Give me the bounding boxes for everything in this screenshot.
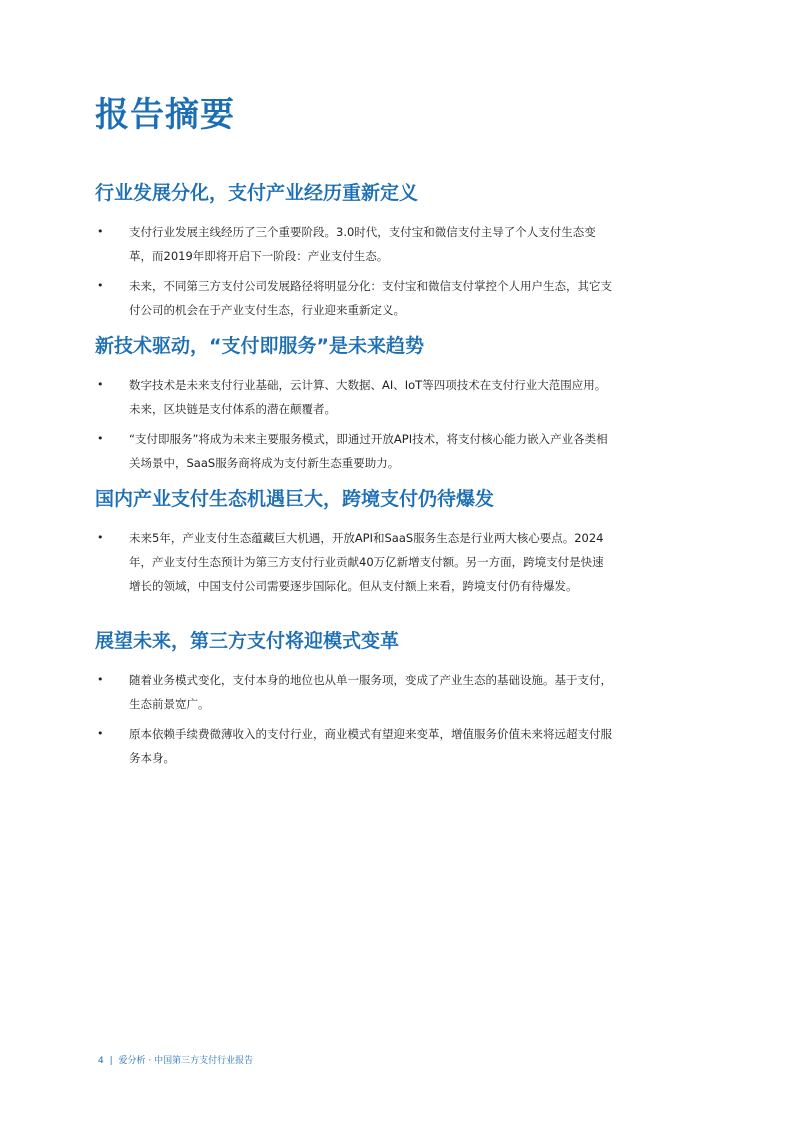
footer-separator: | bbox=[109, 1056, 113, 1066]
bullet-icon: • bbox=[97, 673, 104, 686]
bullet-text: 未来，不同第三方支付公司发展路径将明显分化：支付宝和微信支付掌控个人用户生态，其它支付公司的机会在于产业支付生态，行业迎来重新定义。 bbox=[129, 279, 612, 317]
bullet-list bbox=[95, 526, 615, 598]
list-item bbox=[95, 722, 615, 770]
bullet-icon: • bbox=[97, 378, 104, 391]
section-heading: 展望未来，第三方支付将迎模式变革 bbox=[95, 630, 400, 652]
bullet-icon: • bbox=[97, 531, 104, 544]
bullet-text: 数字技术是未来支付行业基础，云计算、大数据、AI、IoT等四项技术在支付行业大范围应用。未来，区块链是支付体系的潜在颠覆者。 bbox=[129, 378, 607, 416]
bullet-text: 随着业务模式变化，支付本身的地位也从单一服务项，变成了产业生态的基础设施。基于支付，生态前景宽广。 bbox=[129, 673, 612, 711]
bullet-list bbox=[95, 668, 615, 770]
section-industry-differentiation bbox=[95, 180, 615, 328]
page-footer bbox=[98, 1054, 253, 1068]
bullet-icon: • bbox=[97, 279, 104, 292]
list-item bbox=[95, 526, 615, 598]
list-item bbox=[95, 668, 615, 716]
section-heading: 新技术驱动，“支付即服务”是未来趋势 bbox=[95, 335, 424, 357]
bullet-icon: • bbox=[97, 432, 104, 445]
list-item bbox=[95, 427, 615, 475]
bullet-list bbox=[95, 220, 615, 322]
page-number: 4 bbox=[98, 1056, 104, 1066]
page-title: 报告摘要 bbox=[95, 95, 235, 135]
section-heading: 行业发展分化，支付产业经历重新定义 bbox=[95, 182, 419, 204]
bullet-text: 支付行业发展主线经历了三个重要阶段。3.0时代，支付宝和微信支付主导了个人支付生态变革，而2019年即将开启下一阶段：产业支付生态。 bbox=[129, 225, 596, 263]
section-domestic-opportunity bbox=[95, 486, 615, 604]
bullet-list bbox=[95, 373, 615, 475]
footer-report-title: 爱分析 · 中国第三方支付行业报告 bbox=[118, 1056, 254, 1066]
list-item bbox=[95, 373, 615, 421]
list-item bbox=[95, 274, 615, 322]
bullet-icon: • bbox=[97, 225, 104, 238]
bullet-text: “支付即服务”将成为未来主要服务模式，即通过开放API技术，将支付核心能力嵌入产业各类相关场景中，SaaS服务商将成为支付新生态重要助力。 bbox=[129, 432, 608, 470]
bullet-text: 原本依赖手续费微薄收入的支付行业，商业模式有望迎来变革，增值服务价值未来将远超支付服务本身。 bbox=[129, 727, 612, 765]
list-item bbox=[95, 220, 615, 268]
section-outlook bbox=[95, 628, 615, 776]
section-new-tech bbox=[95, 333, 615, 481]
section-heading: 国内产业支付生态机遇巨大，跨境支付仍待爆发 bbox=[95, 488, 495, 510]
bullet-icon: • bbox=[97, 727, 104, 740]
bullet-text: 未来5年，产业支付生态蕴藏巨大机遇，开放API和SaaS服务生态是行业两大核心要点。2024年，产业支付生态预计为第三方支付行业贡献40万亿新增支付额。另一方面，跨境支付是快速增长的领域，中国支付公司需要逐步国际化。但从支付额上来看，跨境支付仍有待爆发。 bbox=[129, 531, 604, 593]
